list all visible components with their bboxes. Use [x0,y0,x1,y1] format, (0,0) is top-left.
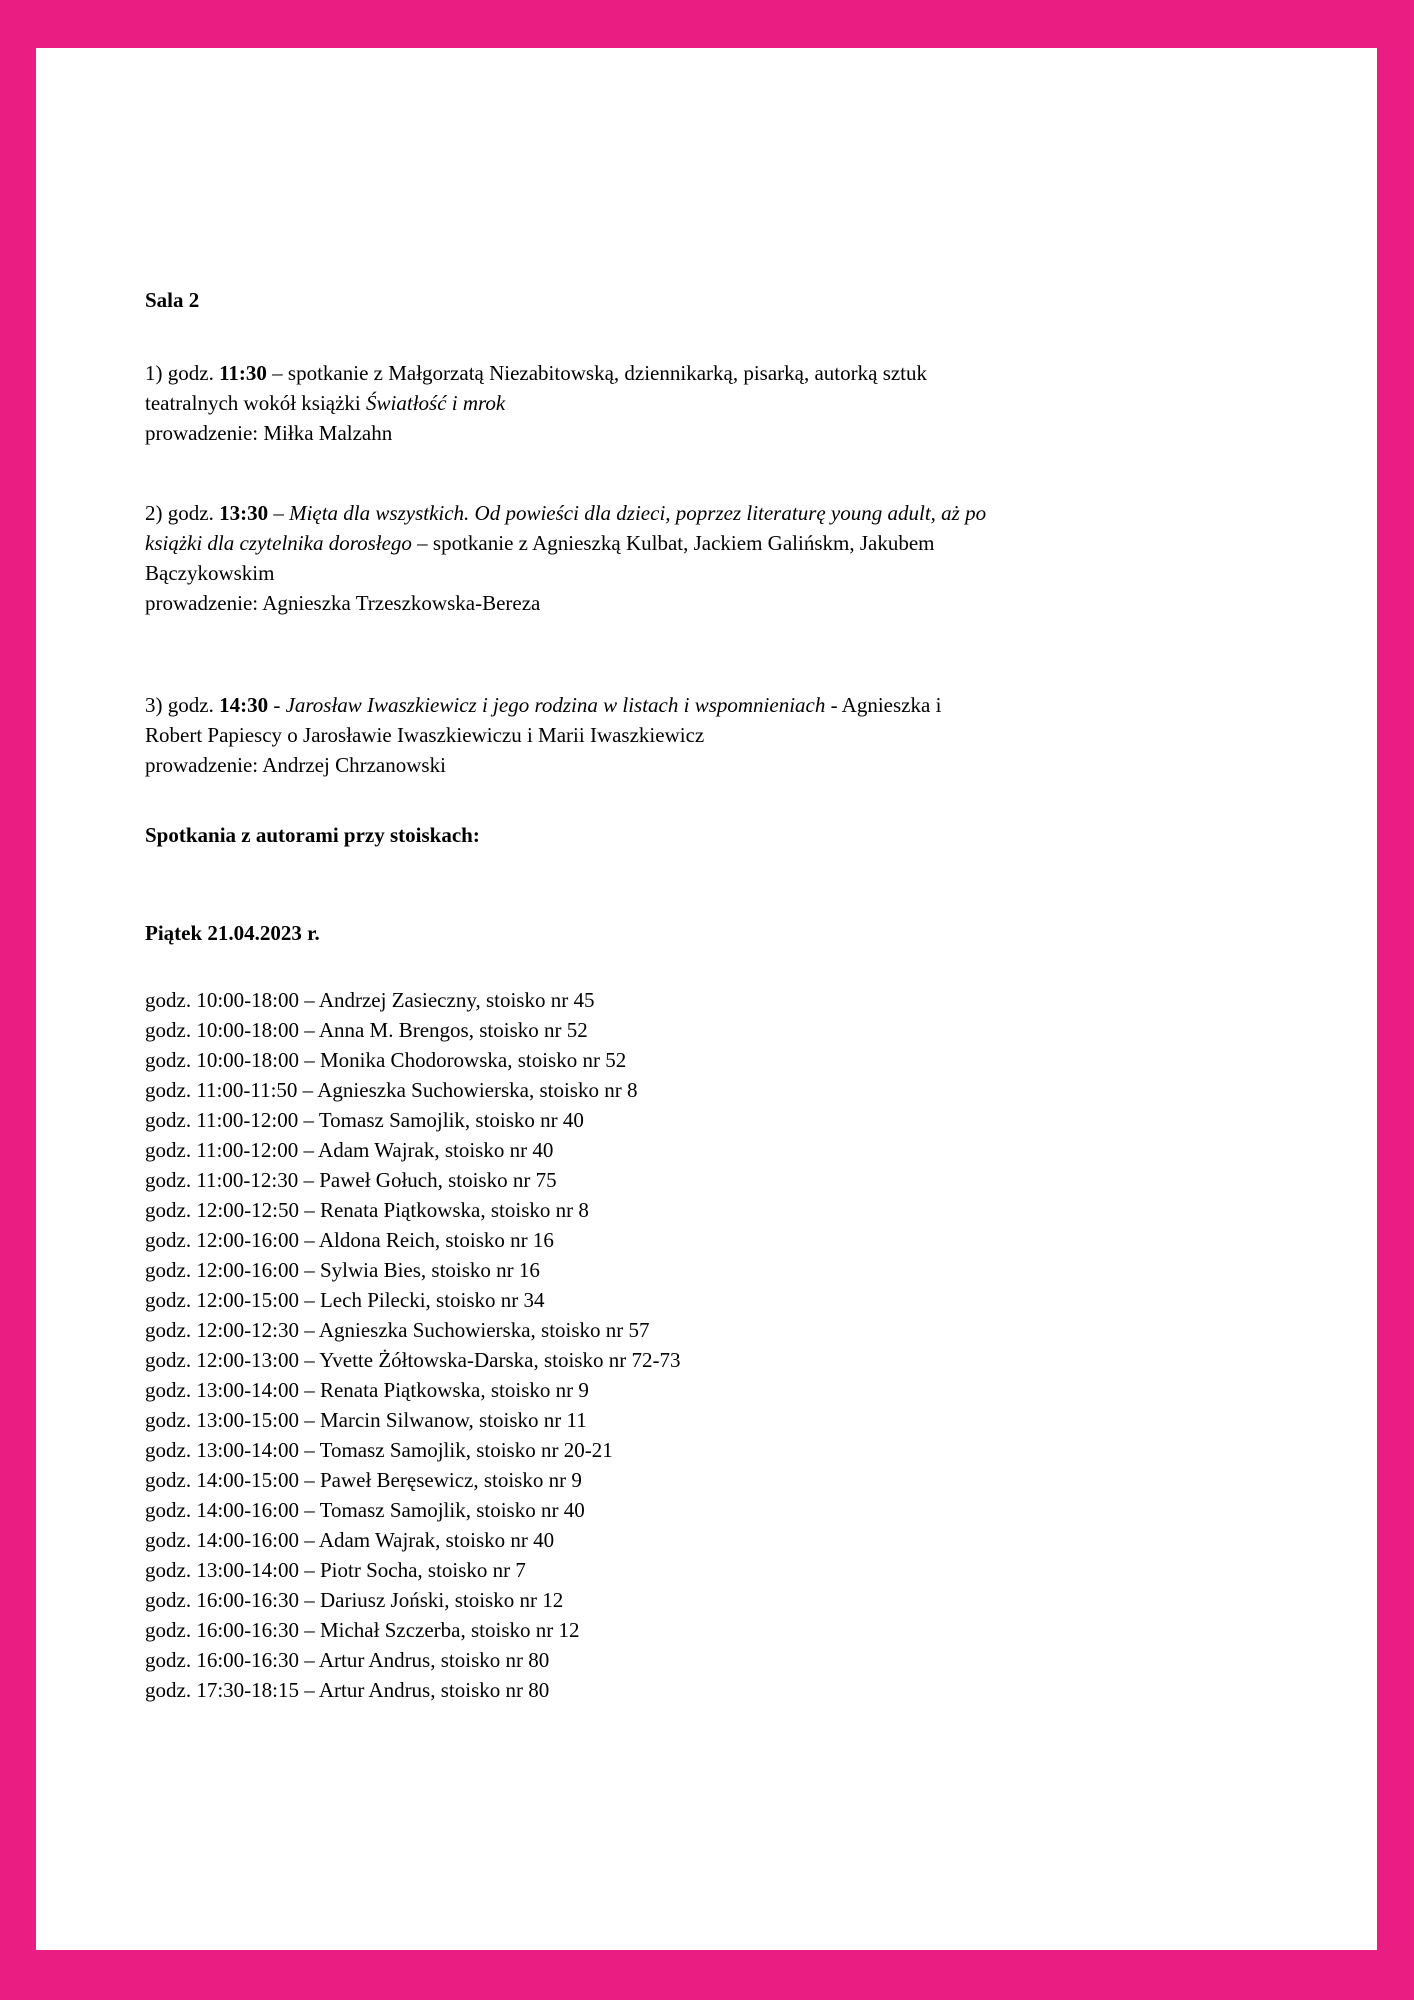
schedule-entry: godz. 13:00-14:00 – Piotr Socha, stoisko nr 7 [145,1558,526,1582]
text-segment: – spotkanie z Agnieszką Kulbat, Jackiem Galińskm, Jakubem [411,531,935,555]
schedule-entry: godz. 14:00-16:00 – Tomasz Samojlik, stoisko nr 40 [145,1498,585,1522]
event-item-2 [145,498,1287,618]
text-segment: prowadzenie: Andrzej Chrzanowski [145,753,446,777]
schedule-entry: godz. 13:00-14:00 – Tomasz Samojlik, stoisko nr 20-21 [145,1438,613,1462]
schedule-entry: godz. 12:00-12:50 – Renata Piątkowska, stoisko nr 8 [145,1198,589,1222]
schedule-entry: godz. 16:00-16:30 – Artur Andrus, stoisko nr 80 [145,1648,550,1672]
text-segment: 13:30 [219,501,269,525]
text-segment: - [268,693,286,717]
event-item-1 [145,358,1287,448]
text-segment: 3) godz. [145,693,220,717]
schedule-entry: godz. 10:00-18:00 – Anna M. Brengos, stoisko nr 52 [145,1018,588,1042]
section-heading-stand-meetings: Spotkania z autorami przy stoiskach: [145,823,480,847]
event-item-3 [145,690,1287,780]
text-segment: - Agnieszka i [825,693,942,717]
page-content [36,48,1377,1705]
schedule-entry: godz. 12:00-16:00 – Sylwia Bies, stoisko nr 16 [145,1258,540,1282]
text-segment: Robert Papiescy o Jarosławie Iwaszkiewiczu i Marii Iwaszkiewicz [145,723,705,747]
document-page [36,48,1377,1950]
date-heading: Piątek 21.04.2023 r. [145,921,320,945]
schedule-entry: godz. 13:00-15:00 – Marcin Silwanow, stoisko nr 11 [145,1408,587,1432]
stand-meeting-schedule [145,985,1287,1705]
text-segment: teatralnych wokół książki [145,391,367,415]
room-title: Sala 2 [145,288,200,312]
text-segment: 2) godz. [145,501,220,525]
schedule-entry: godz. 11:00-12:30 – Paweł Gołuch, stoisko nr 75 [145,1168,557,1192]
schedule-entry: godz. 11:00-11:50 – Agnieszka Suchowierska, stoisko nr 8 [145,1078,638,1102]
schedule-entry: godz. 12:00-12:30 – Agnieszka Suchowierska, stoisko nr 57 [145,1318,650,1342]
text-segment: prowadzenie: Agnieszka Trzeszkowska-Bereza [145,591,541,615]
text-segment: 11:30 [219,361,267,385]
text-segment: Światłość i mrok [366,391,506,415]
text-segment: Jarosław Iwaszkiewicz i jego rodzina w listach i wspomnieniach [285,693,826,717]
text-segment: Bączykowskim [145,561,275,585]
schedule-entry: godz. 16:00-16:30 – Michał Szczerba, stoisko nr 12 [145,1618,580,1642]
schedule-entry: godz. 10:00-18:00 – Monika Chodorowska, stoisko nr 52 [145,1048,627,1072]
schedule-entry: godz. 10:00-18:00 – Andrzej Zasieczny, stoisko nr 45 [145,988,595,1012]
text-segment: – [268,501,290,525]
schedule-entry: godz. 14:00-16:00 – Adam Wajrak, stoisko nr 40 [145,1528,555,1552]
schedule-entry: godz. 11:00-12:00 – Adam Wajrak, stoisko nr 40 [145,1138,554,1162]
text-segment: – spotkanie z Małgorzatą Niezabitowską, dziennikarką, pisarką, autorką sztuk [266,361,928,385]
schedule-entry: godz. 12:00-15:00 – Lech Pilecki, stoisko nr 34 [145,1288,545,1312]
text-segment: 14:30 [219,693,269,717]
text-segment: Mięta dla wszystkich. Od powieści dla dzieci, poprzez literaturę young adult, aż po [289,501,987,525]
schedule-entry: godz. 17:30-18:15 – Artur Andrus, stoisko nr 80 [145,1678,550,1702]
schedule-entry: godz. 13:00-14:00 – Renata Piątkowska, stoisko nr 9 [145,1378,589,1402]
schedule-entry: godz. 12:00-13:00 – Yvette Żółtowska-Darska, stoisko nr 72-73 [145,1348,681,1372]
schedule-entry: godz. 11:00-12:00 – Tomasz Samojlik, stoisko nr 40 [145,1108,584,1132]
schedule-entry: godz. 14:00-15:00 – Paweł Beręsewicz, stoisko nr 9 [145,1468,582,1492]
text-segment: 1) godz. [145,361,220,385]
schedule-entry: godz. 16:00-16:30 – Dariusz Joński, stoisko nr 12 [145,1588,564,1612]
schedule-entry: godz. 12:00-16:00 – Aldona Reich, stoisko nr 16 [145,1228,554,1252]
text-segment: prowadzenie: Miłka Malzahn [145,421,393,445]
text-segment: książki dla czytelnika dorosłego [145,531,412,555]
